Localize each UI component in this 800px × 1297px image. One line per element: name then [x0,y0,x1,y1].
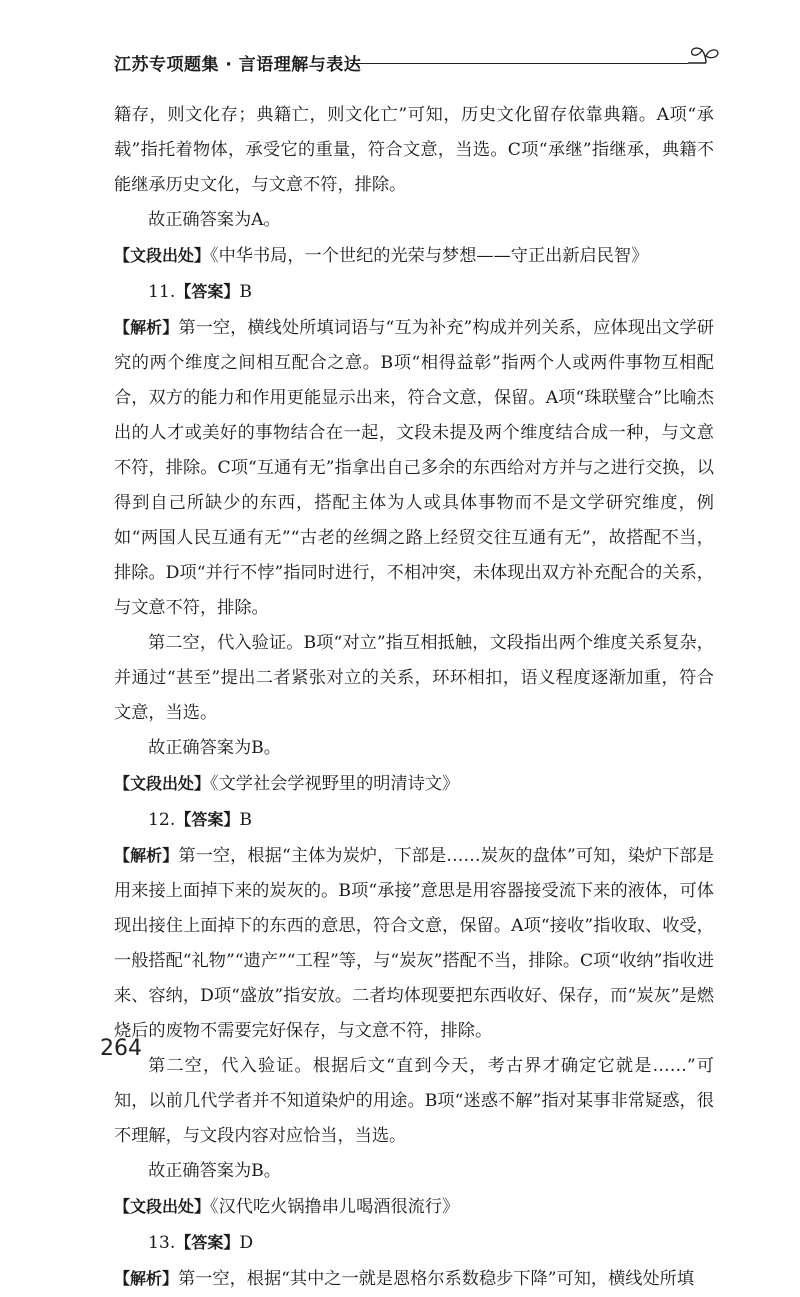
question-number: 13. [148,1233,176,1253]
section-label: 【答案】 [175,282,240,301]
sprout-icon [686,44,720,72]
question-number: 11. [148,282,176,302]
paragraph [114,731,714,766]
header-title: 江苏专项题集 · 言语理解与表达 [114,55,362,75]
page-body [114,98,714,1297]
running-header [114,44,724,74]
paragraph [114,274,714,310]
paragraph-text: 《中华书局，一个世纪的光荣与梦想——守正出新启民智》 [210,246,649,266]
paragraph [114,802,714,838]
section-label: 【解析】 [114,846,179,865]
paragraph [114,310,714,626]
paragraph [114,626,714,731]
page-number: 264 [100,1036,142,1061]
section-label: 【答案】 [175,810,240,829]
paragraph-text: 籍存，则文化存；典籍亡，则文化亡”可知，历史文化留存依靠典籍。A项“承载”指托着物体，承受它的重量，符合文意，当选。C项“承继”指继承，典籍不能继承历史文化，与文意不符，排除。 [114,105,714,195]
paragraph [114,1261,714,1297]
paragraph-text: 第二空，代入验证。B项“对立”指互相抵触，文段指出两个维度关系复杂，并通过“甚至”提出二者紧张对立的关系，环环相扣，语义程度逐渐加重，符合文意，当选。 [114,633,714,723]
paragraph-text: 第二空，代入验证。根据后文“直到今天，考古界才确定它就是……”可知，以前几代学者并不知道染炉的用途。B项“迷惑不解”指对某事非常疑惑，很不理解，与文段内容对应恰当，当选。 [114,1056,714,1146]
paragraph [114,238,714,274]
section-label: 【解析】 [114,318,179,337]
paragraph [114,838,714,1049]
section-label: 【答案】 [175,1233,240,1252]
question-number: 12. [148,810,176,830]
paragraph-text: 第一空，横线处所填词语与“互为补充”构成并列关系，应体现出文学研究的两个维度之间相互配合之意。B项“相得益彰”指两个人或两件事物互相配合，双方的能力和作用更能显示出来，符合文意，保留。A项“珠联璧合”比喻杰出的人才或美好的事物结合在一起，文段未提及两个维度结合成一种，与文意不符，排除。C项“互通有无”指拿出自己多余的东西给对方并与之进行交换，以得到自己所缺少的东西，搭配主体为人或具体事物而不是文学研究维度，例如“两国人民互通有无”“古老的丝绸之路上经贸交往互通有无”，故搭配不当，排除。D项“并行不悖”指同时进行，不相冲突，未体现出双方补充配合的关系，与文意不符，排除。 [114,318,714,618]
paragraph-text: 第一空，根据“其中之一就是恩格尔系数稳步下降”可知，横线处所填 [178,1269,695,1289]
section-label: 【文段出处】 [114,246,211,265]
paragraph [114,1154,714,1189]
paragraph [114,1049,714,1154]
paragraph [114,766,714,802]
section-label: 【文段出处】 [114,1197,211,1216]
paragraph-text: B [239,810,252,830]
section-label: 【文段出处】 [114,774,211,793]
paragraph-text: 故正确答案为B。 [148,1161,281,1181]
header-rule [350,63,688,64]
paragraph [114,1225,714,1261]
paragraph [114,98,714,203]
section-label: 【解析】 [114,1269,179,1288]
paragraph-text: 故正确答案为A。 [148,210,281,230]
paragraph [114,203,714,238]
paragraph-text: 故正确答案为B。 [148,738,281,758]
paragraph-text: D [239,1233,254,1253]
paragraph-text: 《文学社会学视野里的明清诗文》 [210,774,460,794]
paragraph [114,1189,714,1225]
paragraph-text: B [239,282,252,302]
paragraph-text: 第一空，根据“主体为炭炉，下部是……炭灰的盘体”可知，染炉下部是用来接上面掉下来的炭灰的。B项“承接”意思是用容器接受流下来的液体，可体现出接住上面掉下的东西的意思，符合文意，保留。A项“接收”指收取、收受，一般搭配“礼物”“遗产”“工程”等，与“炭灰”搭配不当，排除。C项“收纳”指收进来、容纳，D项“盛放”指安放。二者均体现要把东西收好、保存，而“炭灰”是燃烧后的废物不需要完好保存，与文意不符，排除。 [114,846,714,1041]
paragraph-text: 《汉代吃火锅撸串儿喝酒很流行》 [210,1197,460,1217]
